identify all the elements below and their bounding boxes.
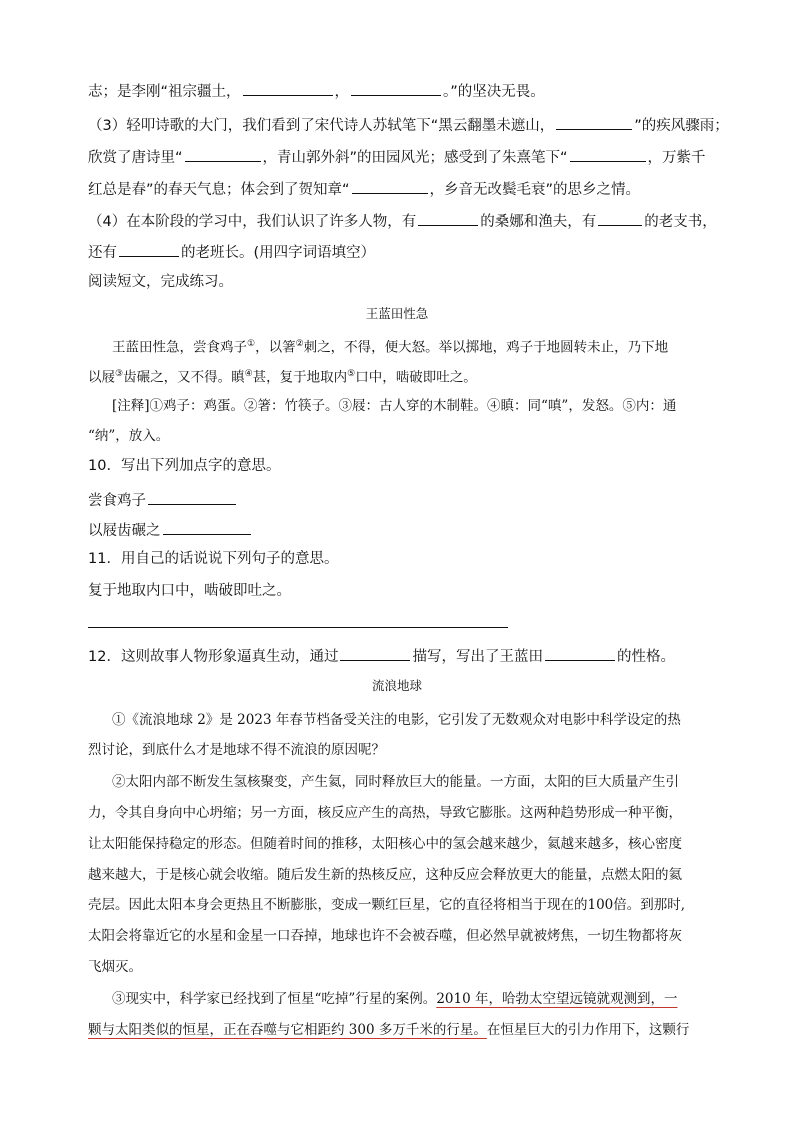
passage-line: ②太阳内部不断发生氢核聚变，产生氦，同时释放巨大的能量。一方面，太阳的巨大质量产生引	[112, 774, 679, 790]
answer-blank[interactable]	[340, 645, 410, 661]
answer-line[interactable]	[88, 627, 508, 628]
instruction: 阅读短文，完成练习。	[88, 274, 233, 290]
text-line: 还有 的老班长。(用四字词语填空）	[88, 241, 375, 263]
question-10-item: 尝食鸡子	[88, 489, 238, 511]
passage-line: 让太阳能保持稳定的形态。但随着时间的推移，太阳核心中的氢会越来越少，氦越来越多，核心密度	[88, 836, 682, 852]
underlined-text: 2010 年，哈勃太空望远镜就观测到，一	[436, 991, 678, 1007]
annotation: “纳”，放入。	[88, 428, 170, 444]
question-12: 12．这则故事人物形象逼真生动，通过 描写，写出了王蓝田 的性格。	[88, 645, 675, 667]
passage-line: 颗与太阳类似的恒星，正在吞噬与它相距约 300 多万千米的行星。在恒星巨大的引力作用下，这颗行	[88, 1022, 690, 1038]
passage-line: ③现实中，科学家已经找到了恒星“吃掉”行星的案例。2010 年，哈勃太空望远镜就观测到，一	[112, 991, 678, 1007]
question-11: 11．用自己的话说说下列句子的意思。	[88, 551, 339, 567]
answer-blank[interactable]	[243, 80, 333, 96]
answer-blank[interactable]	[163, 519, 251, 535]
answer-blank[interactable]	[148, 489, 236, 505]
answer-blank[interactable]	[418, 210, 478, 226]
passage-title: 流浪地球	[371, 678, 422, 693]
text-line: （4）在本阶段的学习中，我们认识了许多人物，有 的桑娜和渔夫，有 的老支书，	[88, 210, 717, 232]
passage-line: 太阳会将靠近它的水星和金星一口吞掉，地球也许不会被吞噬，但必然早就被烤焦，一切生物都将灰	[88, 928, 682, 944]
answer-blank[interactable]	[119, 241, 179, 257]
passage-line: 越来越大，于是核心就会收缩。随后发生新的热核反应，这种反应会释放更大的能量，点燃太阳的氦	[88, 867, 682, 883]
passage-line: 王蓝田性急，尝食鸡子①，以箸②刺之，不得，便大怒。举以掷地，鸡子于地圆转未止，乃下地	[112, 339, 669, 356]
passage-title: 王蓝田性急	[365, 306, 429, 321]
passage-line: 壳层。因此太阳本身会更热且不断膨胀，变成一颗红巨星，它的直径将相当于现在的100倍。到那时,	[88, 897, 686, 913]
passage-line: 力，令其自身向中心坍缩；另一方面，核反应产生的高热，导致它膨胀。这两种趋势形成一种平衡，	[88, 805, 682, 821]
passage-line: ①《流浪地球 2》是 2023 年春节档备受关注的电影，它引发了无数观众对电影中科学设定的热	[112, 712, 681, 728]
question-10-item: 以屐齿碾之	[88, 519, 253, 541]
answer-blank[interactable]	[556, 114, 632, 130]
answer-blank[interactable]	[351, 80, 441, 96]
text-line: 欣赏了唐诗里“ ，青山郭外斜”的田园风光；感受到了朱熹笔下“ ，万紫千	[88, 146, 706, 168]
text-line: 志；是李刚“祖宗疆土， ， 。”的坚决无畏。	[88, 80, 545, 102]
passage-line: 飞烟灭。	[88, 959, 142, 975]
passage-line: 以屐③齿碾之，又不得。瞋④甚，复于地取内⑤口中，啮破即吐之。	[88, 369, 477, 386]
answer-blank[interactable]	[352, 178, 428, 194]
text-line: （3）轻叩诗歌的大门，我们看到了宋代诗人苏轼笔下“黑云翻墨未遮山， ”的疾风骤雨；	[88, 114, 729, 136]
underlined-text: 颗与太阳类似的恒星，正在吞噬与它相距约 300 多万千米的行星。	[88, 1022, 487, 1038]
text-line: 红总是春”的春天气息；体会到了贺知章“ ，乡音无改鬓毛衰”的思乡之情。	[88, 178, 640, 200]
answer-blank[interactable]	[545, 645, 615, 661]
answer-blank[interactable]	[570, 146, 646, 162]
answer-blank[interactable]	[185, 146, 261, 162]
annotation: [注释]①鸡子：鸡蛋。②箸：竹筷子。③屐：古人穿的木制鞋。④瞋：同“嗔”，发怒。⑤内：通	[112, 398, 677, 414]
answer-blank[interactable]	[598, 210, 642, 226]
passage-line: 烈讨论，到底什么才是地球不得不流浪的原因呢？	[88, 742, 385, 758]
question-10: 10．写出下列加点字的意思。	[88, 458, 281, 474]
question-11-item: 复于地取内口中，啮破即吐之。	[88, 583, 291, 599]
